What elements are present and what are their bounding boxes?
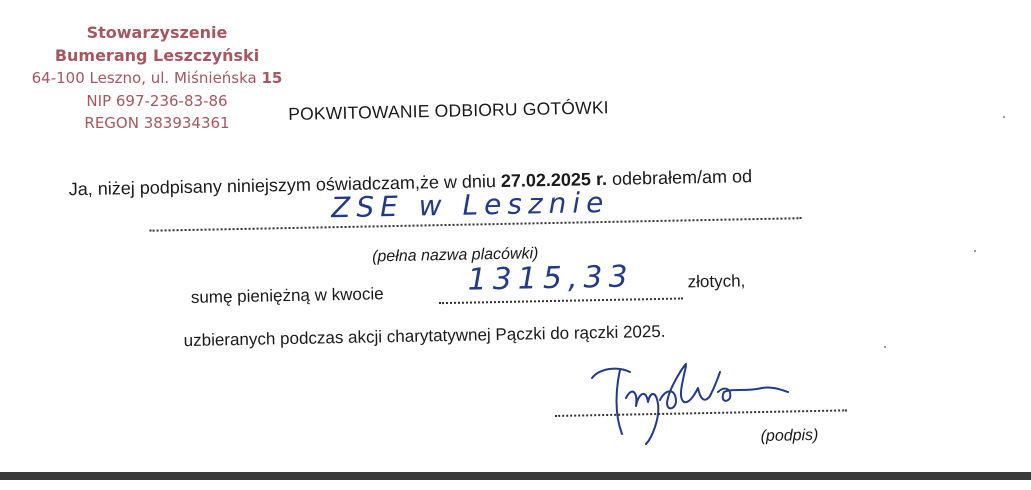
signature-caption: (podpis) [760,426,819,446]
stamp-org-type: Stowarzyszenie [86,23,228,42]
receipt-date: 27.02.2025 r. [500,168,608,191]
scan-speck [974,250,976,252]
amount-handwritten: 1315,33 [467,259,634,298]
purpose-line: uzbieranych podczas akcji charytatywnej Pączki do rączki 2025. [183,321,666,351]
document-title: POKWITOWANIE ODBIORU GOTÓWKI [288,97,609,124]
stamp-regon: REGON 383934361 [84,114,230,132]
stamp-org-name: Bumerang Leszczyński [54,45,260,65]
institution-caption: (pełna nazwa placówki) [371,245,539,266]
amount-dotted-line [439,297,683,304]
scan-edge-bar [0,472,1031,480]
scan-speck [884,346,886,348]
amount-currency: złotych, [687,271,746,292]
stamp-address-street: 64-100 Leszno, ul. Miśnieńska [31,69,262,87]
statement-received-from: odebrałem/am od [606,166,753,189]
stamp-nip: NIP 697-236-83-86 [86,91,228,110]
handwritten-signature [586,358,806,448]
stamp-address-number: 15 [261,69,283,87]
amount-label: sumę pieniężną w kwocie [190,284,384,307]
statement-text: Ja, niżej podpisany niniejszym oświadczam,że w dniu [68,170,502,200]
scan-speck [1003,116,1005,118]
institution-handwritten: ZSE w Lesznie [330,185,610,225]
